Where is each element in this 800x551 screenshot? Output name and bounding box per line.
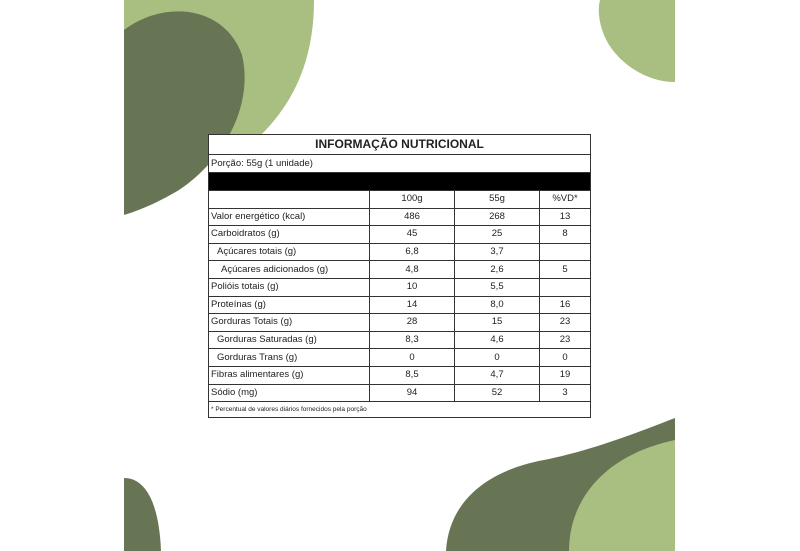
label-title: INFORMAÇÃO NUTRICIONAL bbox=[209, 135, 590, 155]
top-right-light-blob bbox=[599, 0, 675, 82]
value-100g: 28 bbox=[370, 314, 455, 332]
value-vd: 23 bbox=[540, 314, 591, 332]
nutrient-name: Gorduras Trans (g) bbox=[209, 349, 370, 367]
nutrient-name: Polióis totais (g) bbox=[209, 278, 370, 296]
value-100g: 6,8 bbox=[370, 243, 455, 261]
footnote: * Percentual de valores diários fornecidos pela porção bbox=[211, 406, 367, 414]
product-image bbox=[124, 0, 675, 551]
value-vd: 19 bbox=[540, 366, 591, 384]
table-row bbox=[209, 243, 590, 261]
value-55g: 2,6 bbox=[455, 261, 540, 279]
table-row bbox=[209, 314, 590, 332]
value-vd: 3 bbox=[540, 384, 591, 402]
value-vd: 5 bbox=[540, 261, 591, 279]
value-100g: 486 bbox=[370, 208, 455, 226]
table-row bbox=[209, 261, 590, 279]
value-55g: 15 bbox=[455, 314, 540, 332]
value-55g: 0 bbox=[455, 349, 540, 367]
value-vd: 13 bbox=[540, 208, 591, 226]
nutrition-table bbox=[209, 190, 590, 402]
bottom-left-dark-blob bbox=[124, 478, 161, 551]
table-row bbox=[209, 208, 590, 226]
value-100g: 45 bbox=[370, 226, 455, 244]
header-100g: 100g bbox=[370, 191, 455, 209]
value-vd: 16 bbox=[540, 296, 591, 314]
value-vd: 8 bbox=[540, 226, 591, 244]
value-100g: 14 bbox=[370, 296, 455, 314]
value-55g: 5,5 bbox=[455, 278, 540, 296]
nutrient-name: Proteínas (g) bbox=[209, 296, 370, 314]
header-nutrient bbox=[209, 191, 370, 209]
table-row bbox=[209, 349, 590, 367]
value-55g: 25 bbox=[455, 226, 540, 244]
value-55g: 52 bbox=[455, 384, 540, 402]
nutrient-name: Açúcares adicionados (g) bbox=[209, 261, 370, 279]
value-100g: 8,3 bbox=[370, 331, 455, 349]
value-55g: 268 bbox=[455, 208, 540, 226]
value-100g: 0 bbox=[370, 349, 455, 367]
value-100g: 10 bbox=[370, 278, 455, 296]
value-100g: 8,5 bbox=[370, 366, 455, 384]
nutrition-facts-label bbox=[208, 134, 591, 418]
table-row bbox=[209, 366, 590, 384]
value-vd bbox=[540, 278, 591, 296]
nutrient-name: Gorduras Saturadas (g) bbox=[209, 331, 370, 349]
portion-size: Porção: 55g (1 unidade) bbox=[209, 155, 590, 173]
table-row bbox=[209, 296, 590, 314]
table-header-row bbox=[209, 191, 590, 209]
nutrient-name: Gorduras Totais (g) bbox=[209, 314, 370, 332]
nutrient-name: Valor energético (kcal) bbox=[209, 208, 370, 226]
nutrient-name: Fibras alimentares (g) bbox=[209, 366, 370, 384]
value-55g: 8,0 bbox=[455, 296, 540, 314]
value-55g: 4,6 bbox=[455, 331, 540, 349]
nutrient-name: Carboidratos (g) bbox=[209, 226, 370, 244]
table-row bbox=[209, 331, 590, 349]
value-100g: 4,8 bbox=[370, 261, 455, 279]
table-row bbox=[209, 226, 590, 244]
value-55g: 3,7 bbox=[455, 243, 540, 261]
header-55g: 55g bbox=[455, 191, 540, 209]
value-55g: 4,7 bbox=[455, 366, 540, 384]
value-vd: 0 bbox=[540, 349, 591, 367]
black-divider-bar bbox=[209, 173, 590, 190]
table-row bbox=[209, 278, 590, 296]
table-row bbox=[209, 384, 590, 402]
nutrient-name: Açúcares totais (g) bbox=[209, 243, 370, 261]
value-vd: 23 bbox=[540, 331, 591, 349]
nutrient-name: Sódio (mg) bbox=[209, 384, 370, 402]
header-vd: %VD* bbox=[540, 191, 591, 209]
value-vd bbox=[540, 243, 591, 261]
value-100g: 94 bbox=[370, 384, 455, 402]
